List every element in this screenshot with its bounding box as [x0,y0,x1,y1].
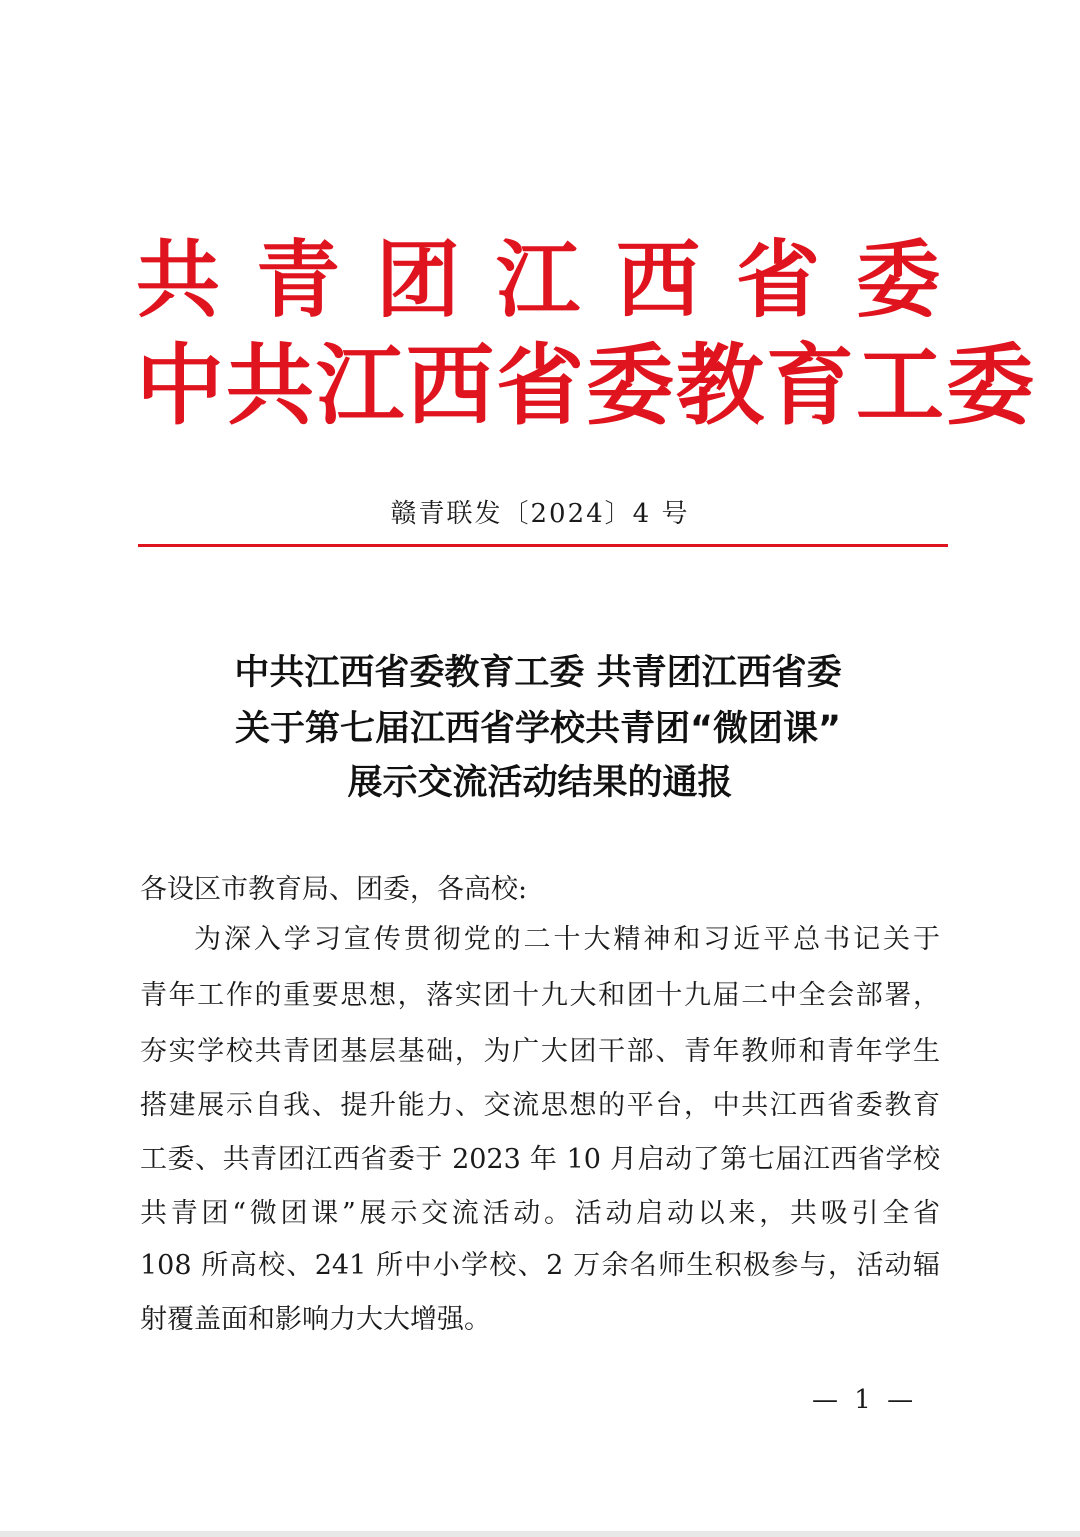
body-line-3: 夯实学校共青团基层基础，为广大团干部、青年教师和青年学生 [140,1036,940,1067]
document-title-line-3: 展示交流活动结果的通报 [347,763,733,803]
body-line-1: 为深入学习宣传贯彻党的二十大精神和习近平总书记关于 [194,924,940,955]
salutation: 各设区市教育局、团委，各高校: [140,874,528,905]
body-line-8: 射覆盖面和影响力大大增强。 [140,1304,491,1335]
page-number: — 1 — [812,1385,918,1415]
body-line-6: 共青团“微团课”展示交流活动。活动启动以来，共吸引全省 [140,1198,940,1229]
document-title-line-1: 中共江西省委教育工委 共青团江西省委 [234,653,842,693]
document-title-line-2: 关于第七届江西省学校共青团“微团课” [234,709,841,749]
body-line-2: 青年工作的重要思想，落实团十九大和团十九届二中全会部署， [140,980,940,1011]
body-line-4: 搭建展示自我、提升能力、交流思想的平台，中共江西省委教育 [140,1090,940,1121]
document-number: 赣青联发〔2024〕4 号 [390,499,690,529]
page-bottom-edge [0,1531,1080,1537]
masthead-issuer-1: 共青团江西省委 [136,231,977,329]
body-line-7: 108 所高校、241 所中小学校、2 万余名师生积极参与，活动辐 [140,1250,940,1281]
masthead-issuer-2: 中共江西省委教育工委 [136,334,1037,437]
red-divider-line [138,544,948,547]
body-line-5: 工委、共青团江西省委于 2023 年 10 月启动了第七届江西省学校 [140,1144,940,1175]
